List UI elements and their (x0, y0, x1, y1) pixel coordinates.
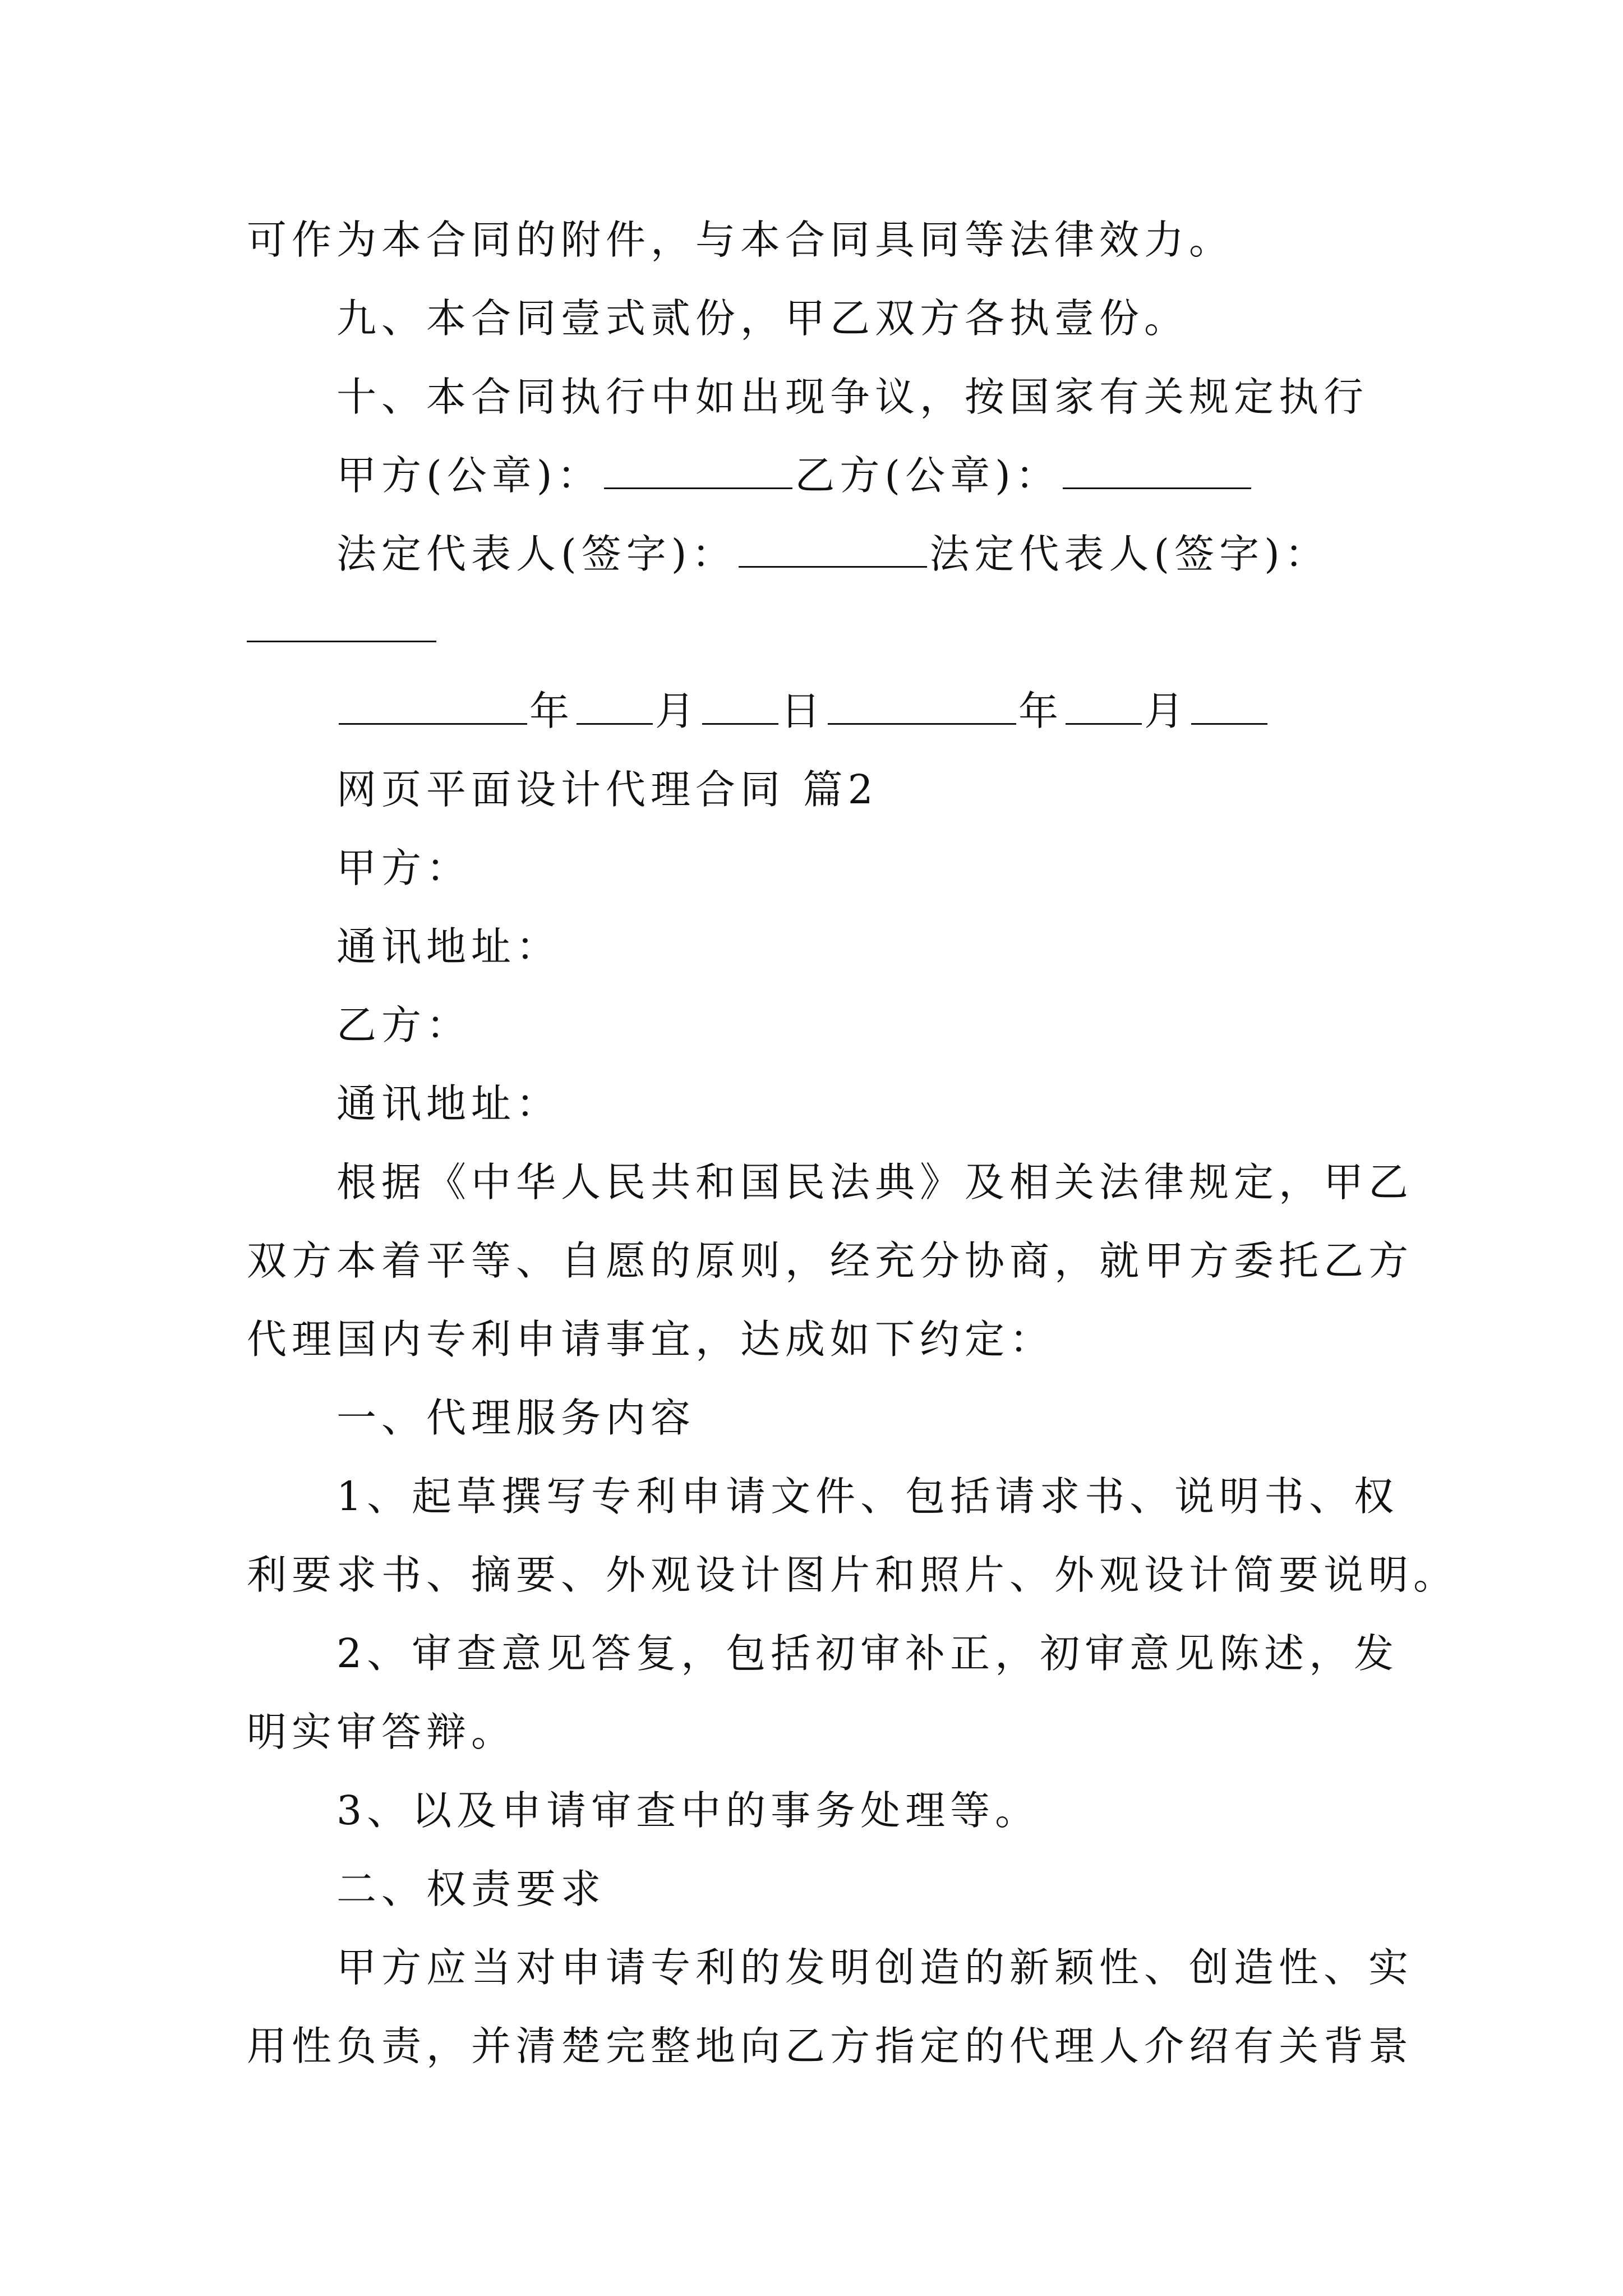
heading-rights-responsibilities: 二、权责要求 (336, 1866, 606, 1912)
rep-b-label: 法定代表人(签字)： (929, 531, 1330, 577)
party-a-seal-label: 甲方(公章)： (336, 452, 602, 499)
paragraph-line: 可作为本合同的附件，与本合同具同等法律效力。 (247, 217, 1234, 263)
party-a-label: 甲方： (336, 845, 472, 891)
rep-a-label: 法定代表人(签字)： (336, 531, 737, 577)
party-b-label: 乙方： (336, 1002, 472, 1048)
paragraph-line: 利要求书、摘要、外观设计图片和照片、外观设计简要说明。 (247, 1552, 1459, 1598)
date-a-year-blank (339, 687, 527, 725)
paragraph-line: 用性负责，并清楚完整地向乙方指定的代理人介绍有关背景 (247, 2023, 1414, 2069)
party-b-seal-blank (1063, 452, 1251, 489)
paragraph-line: 代理国内专利申请事宜，达成如下约定： (247, 1316, 1055, 1363)
date-b-day-blank (1191, 687, 1267, 725)
clause-ten: 十、本合同执行中如出现争议，按国家有关规定执行 (336, 374, 1369, 420)
party-a-seal-blank (604, 452, 792, 489)
paragraph-line: 根据《中华人民共和国民法典》及相关法律规定，甲乙 (336, 1159, 1414, 1205)
date-a-day: 日 (781, 688, 826, 734)
paragraph-line: 3、以及申请审查中的事务处理等。 (336, 1787, 1040, 1834)
date-a-year: 年 (529, 688, 575, 734)
date-a-day-blank (702, 687, 778, 725)
section-title: 网页平面设计代理合同 篇2 (336, 766, 878, 813)
rep-b-blank (247, 641, 436, 642)
heading-service-content: 一、代理服务内容 (336, 1395, 696, 1441)
paragraph-line: 甲方应当对申请专利的发明创造的新颖性、创造性、实 (336, 1944, 1414, 1991)
party-b-address: 通讯地址： (336, 1080, 561, 1127)
rep-a-blank (739, 530, 927, 568)
date-b-year-blank (828, 687, 1016, 725)
paragraph-line: 1、起草撰写专利申请文件、包括请求书、说明书、权 (336, 1473, 1399, 1520)
date-b-year: 年 (1018, 688, 1064, 734)
paragraph-line: 双方本着平等、自愿的原则，经充分协商，就甲方委托乙方 (247, 1237, 1414, 1284)
date-line (336, 683, 1270, 739)
representative-line (336, 526, 1330, 582)
date-a-month-blank (577, 687, 653, 725)
party-a-address: 通讯地址： (336, 923, 561, 970)
paragraph-line: 2、审查意见答复，包括初审补正，初审意见陈述，发 (336, 1630, 1399, 1677)
clause-nine: 九、本合同壹式贰份，甲乙双方各执壹份。 (336, 295, 1189, 342)
paragraph-line: 明实审答辩。 (247, 1709, 517, 1755)
date-b-month: 月 (1144, 688, 1189, 734)
party-b-seal-label: 乙方(公章)： (795, 452, 1061, 499)
date-b-month-blank (1066, 687, 1142, 725)
date-a-month: 月 (655, 688, 700, 734)
seal-line (336, 448, 1253, 504)
